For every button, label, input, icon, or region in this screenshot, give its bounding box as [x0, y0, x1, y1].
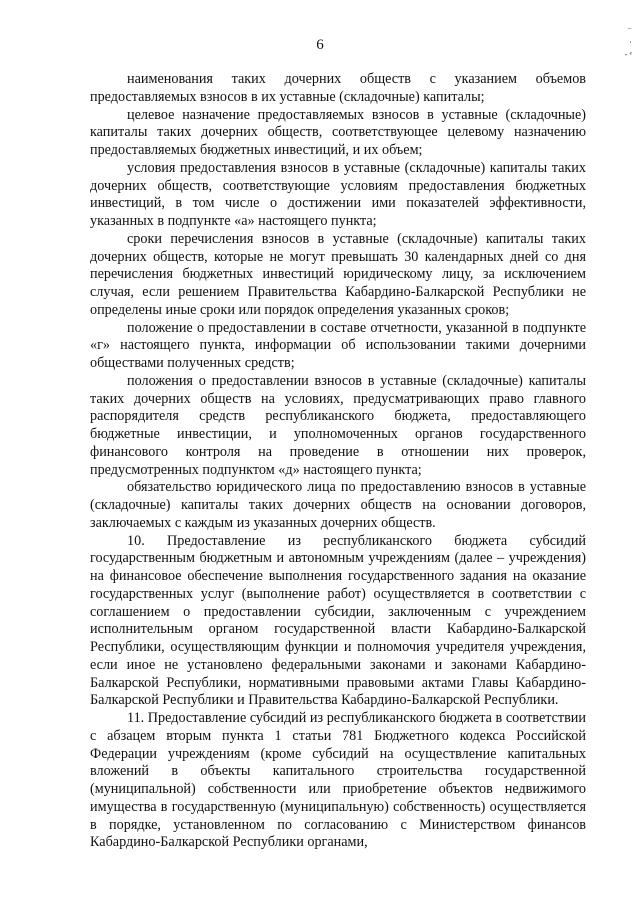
margin-mark: - ᵉ — [624, 49, 632, 59]
paragraph: целевое назначение предоставляемых взносов в уставные (складочные) капиталы таких дочерних обществ, соответствующее целевому назначению предоставляемых бюджетных инвестиций, и их объем; — [90, 106, 586, 158]
paragraph: сроки перечисления взносов в уставные (складочные) капиталы таких дочерних обществ, которые не могут превышать 30 календарных дней со дня перечисления бюджетных инвестиций юридическому лицу, за исключением случая, если решением Правительства Кабардино-Балкарской Республики не определены иные сроки или порядок определения указанных сроков; — [90, 230, 586, 318]
paragraph: положение о предоставлении в составе отчетности, указанной в подпункте «г» настоящего пункта, информации об использовании такими дочерними обществами полученных средств; — [90, 319, 586, 371]
page-number: 6 — [316, 37, 324, 53]
paragraph-item-10: 10. Предоставление из республиканского бюджета субсидий государственным бюджетным и автономным учреждениям (далее – учреждения) на финансовое обеспечение выполнения государственного задания на оказание государственных услуг (выполнение работ) осуществляется в соответствии с соглашением о предоставлении субсидии, заключенным с учреждением исполнительным органом государственной власти Кабардино-Балкарской Республики, осуществляющим функции и полномочия учредителя учреждения, если иное не установлено федеральными законами и законами Кабардино-Балкарской Республики, нормативными правовыми актами Главы Кабардино-Балкарской Республики и Правительства Кабардино-Балкарской Республики. — [90, 532, 586, 709]
paragraph: положения о предоставлении взносов в уставные (складочные) капиталы таких дочерних обществ на условиях, предусматривающих право главного распорядителя средств республиканского бюджета, предоставляющего бюджетные инвестиции, и уполномоченных органов государственного финансового контроля на проведение в отношении них проверок, предусмотренных подпунктом «д» настоящего пункта; — [90, 372, 586, 478]
document-body — [90, 71, 586, 852]
margin-mark: ⁻ — [627, 25, 632, 35]
paragraph: обязательство юридического лица по предоставлению взносов в уставные (складочные) капиталы таких дочерних обществ на основании договоров, заключаемых с каждым из указанных дочерних обществ. — [90, 479, 586, 531]
paragraph: условия предоставления взносов в уставные (складочные) капиталы таких дочерних обществ, соответствующие условиям предоставления бюджетных инвестиций, в том числе о достижении ими показателей эффективности, указанных в подпункте «а» настоящего пункта; — [90, 159, 586, 229]
paragraph: наименования таких дочерних обществ с указанием объемов предоставляемых взносов в их уставные (складочные) капиталы; — [90, 71, 586, 105]
margin-marks — [610, 24, 632, 74]
margin-mark: · — [629, 37, 632, 47]
paragraph-item-11: 11. Предоставление субсидий из республиканского бюджета в соответствии с абзацем вторым пункта 1 статьи 781 Бюджетного кодекса Российской Федерации учреждениям (кроме субсидий на осуществление капитальных вложений в объекты капитального строительства государственной (муниципальной) собственности или приобретение объектов недвижимого имущества в государственную (муниципальную) собственность) осуществляется в порядке, установленном по согласованию с Министерством финансов Кабардино-Балкарской Республики органами, — [90, 710, 586, 851]
